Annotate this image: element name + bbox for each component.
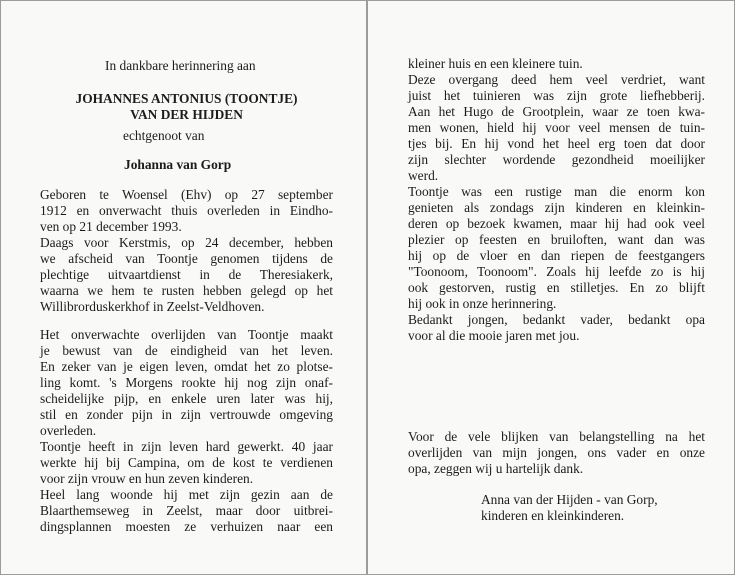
text-line: hij op de vloer en dan riepen de feestgangers	[408, 248, 705, 263]
text-line: overleden.	[40, 423, 97, 438]
text-line: 1912 en onverwacht thuis overleden in Eindho-	[40, 203, 333, 218]
text-line: zijn slechter wordende gezondheid moeilijker	[408, 152, 705, 167]
text-line: Aan het Hugo de Grootplein, waar ze toen kwa-	[408, 104, 705, 119]
text-line: genieten als zondags zijn kinderen en kleinkin-	[408, 200, 705, 215]
text-line: Blaarthemseweg in Zeelst, maar door uitbrei-	[40, 503, 333, 518]
text-line: Toontje heeft in zijn leven hard gewerkt. 40 jaar	[40, 439, 333, 454]
text-line: Daags voor Kerstmis, op 24 december, hebben	[40, 235, 333, 250]
text-line: opa, zeggen wij u hartelijk dank.	[408, 461, 584, 476]
text-line: scheidelijke pijp, en enkele uren later was hij,	[40, 391, 333, 406]
text-line: stil en zonder pijn in zijn vertrouwde omgeving	[40, 407, 333, 422]
text-line: Heel lang woonde hij met zijn gezin aan de	[40, 487, 333, 502]
text-line: waarna we hem te rusten hebben gelegd op het	[40, 283, 333, 298]
signature-line1: Anna van der Hijden - van Gorp,	[481, 492, 658, 507]
text-line: ven op 21 december 1993.	[40, 219, 182, 234]
spouse-intro: echtgenoot van	[123, 128, 205, 143]
text-line: ook gestorven, rustig en stilletjes. En zo blijft	[408, 280, 705, 295]
text-line: "Toonoom, Toonoom". Zoals hij leefde zo is hij	[408, 264, 705, 279]
text-line: dingsplannen moesten ze verhuizen naar een	[40, 519, 333, 534]
text-line: Willibrorduskerkhof in Zeelst-Veldhoven.	[40, 299, 265, 314]
text-line: hij ook in onze herinnering.	[408, 296, 557, 311]
deceased-name-line2: VAN DER HIJDEN	[130, 107, 243, 122]
text-line: kleiner huis en een kleinere tuin.	[408, 56, 583, 71]
text-line: plezier op feesten en bruiloften, want dan was	[408, 232, 705, 247]
text-line: Deze overgang deed hem veel verdriet, want	[408, 72, 705, 87]
text-line: voor zijn vrouw en hun zeven kinderen.	[40, 471, 254, 486]
text-line: werd.	[408, 168, 439, 183]
text-line: tjes bij. En hij vond het heel erg toen dat door	[408, 136, 705, 151]
text-line: je bewust van de eindigheid van het leven.	[40, 343, 333, 358]
text-line: overlijden van mijn jongen, ons vader en onze	[408, 445, 705, 460]
text-line: deren op bezoek kwamen, maar hij had ook veel	[408, 216, 705, 231]
text-line: juist het tuinieren was zijn grote liefhebberij.	[408, 88, 705, 103]
intro-text: In dankbare herinnering aan	[105, 58, 256, 73]
text-line: Het onverwachte overlijden van Toontje maakt	[40, 327, 333, 342]
text-line: voor al die mooie jaren met jou.	[408, 328, 580, 343]
signature-line2: kinderen en kleinkinderen.	[481, 508, 625, 523]
text-line: ling komt. 's Morgens rookte hij nog zijn onaf-	[40, 375, 333, 390]
text-line: we afscheid van Toontje genomen tijdens de	[40, 251, 333, 266]
text-line: Bedankt jongen, bedankt vader, bedankt opa	[408, 312, 705, 327]
text-line: Voor de vele blijken van belangstelling na het	[408, 429, 705, 444]
text-line: En zeker van je eigen leven, omdat het zo plotse-	[40, 359, 333, 374]
text-line: plechtige uitvaartdienst in de Theresiakerk,	[40, 267, 333, 282]
text-line: Geboren te Woensel (Ehv) op 27 september	[40, 187, 333, 202]
deceased-name-line1: JOHANNES ANTONIUS (TOONTJE)	[75, 91, 298, 106]
text-line: Toontje was een rustige man die enorm kon	[408, 184, 705, 199]
text-line: werkte hij bij Campina, om de kost te verdienen	[40, 455, 333, 470]
text-line: men wonen, hield hij voor veel mensen de tuin-	[408, 120, 705, 135]
spouse-name: Johanna van Gorp	[124, 157, 232, 172]
